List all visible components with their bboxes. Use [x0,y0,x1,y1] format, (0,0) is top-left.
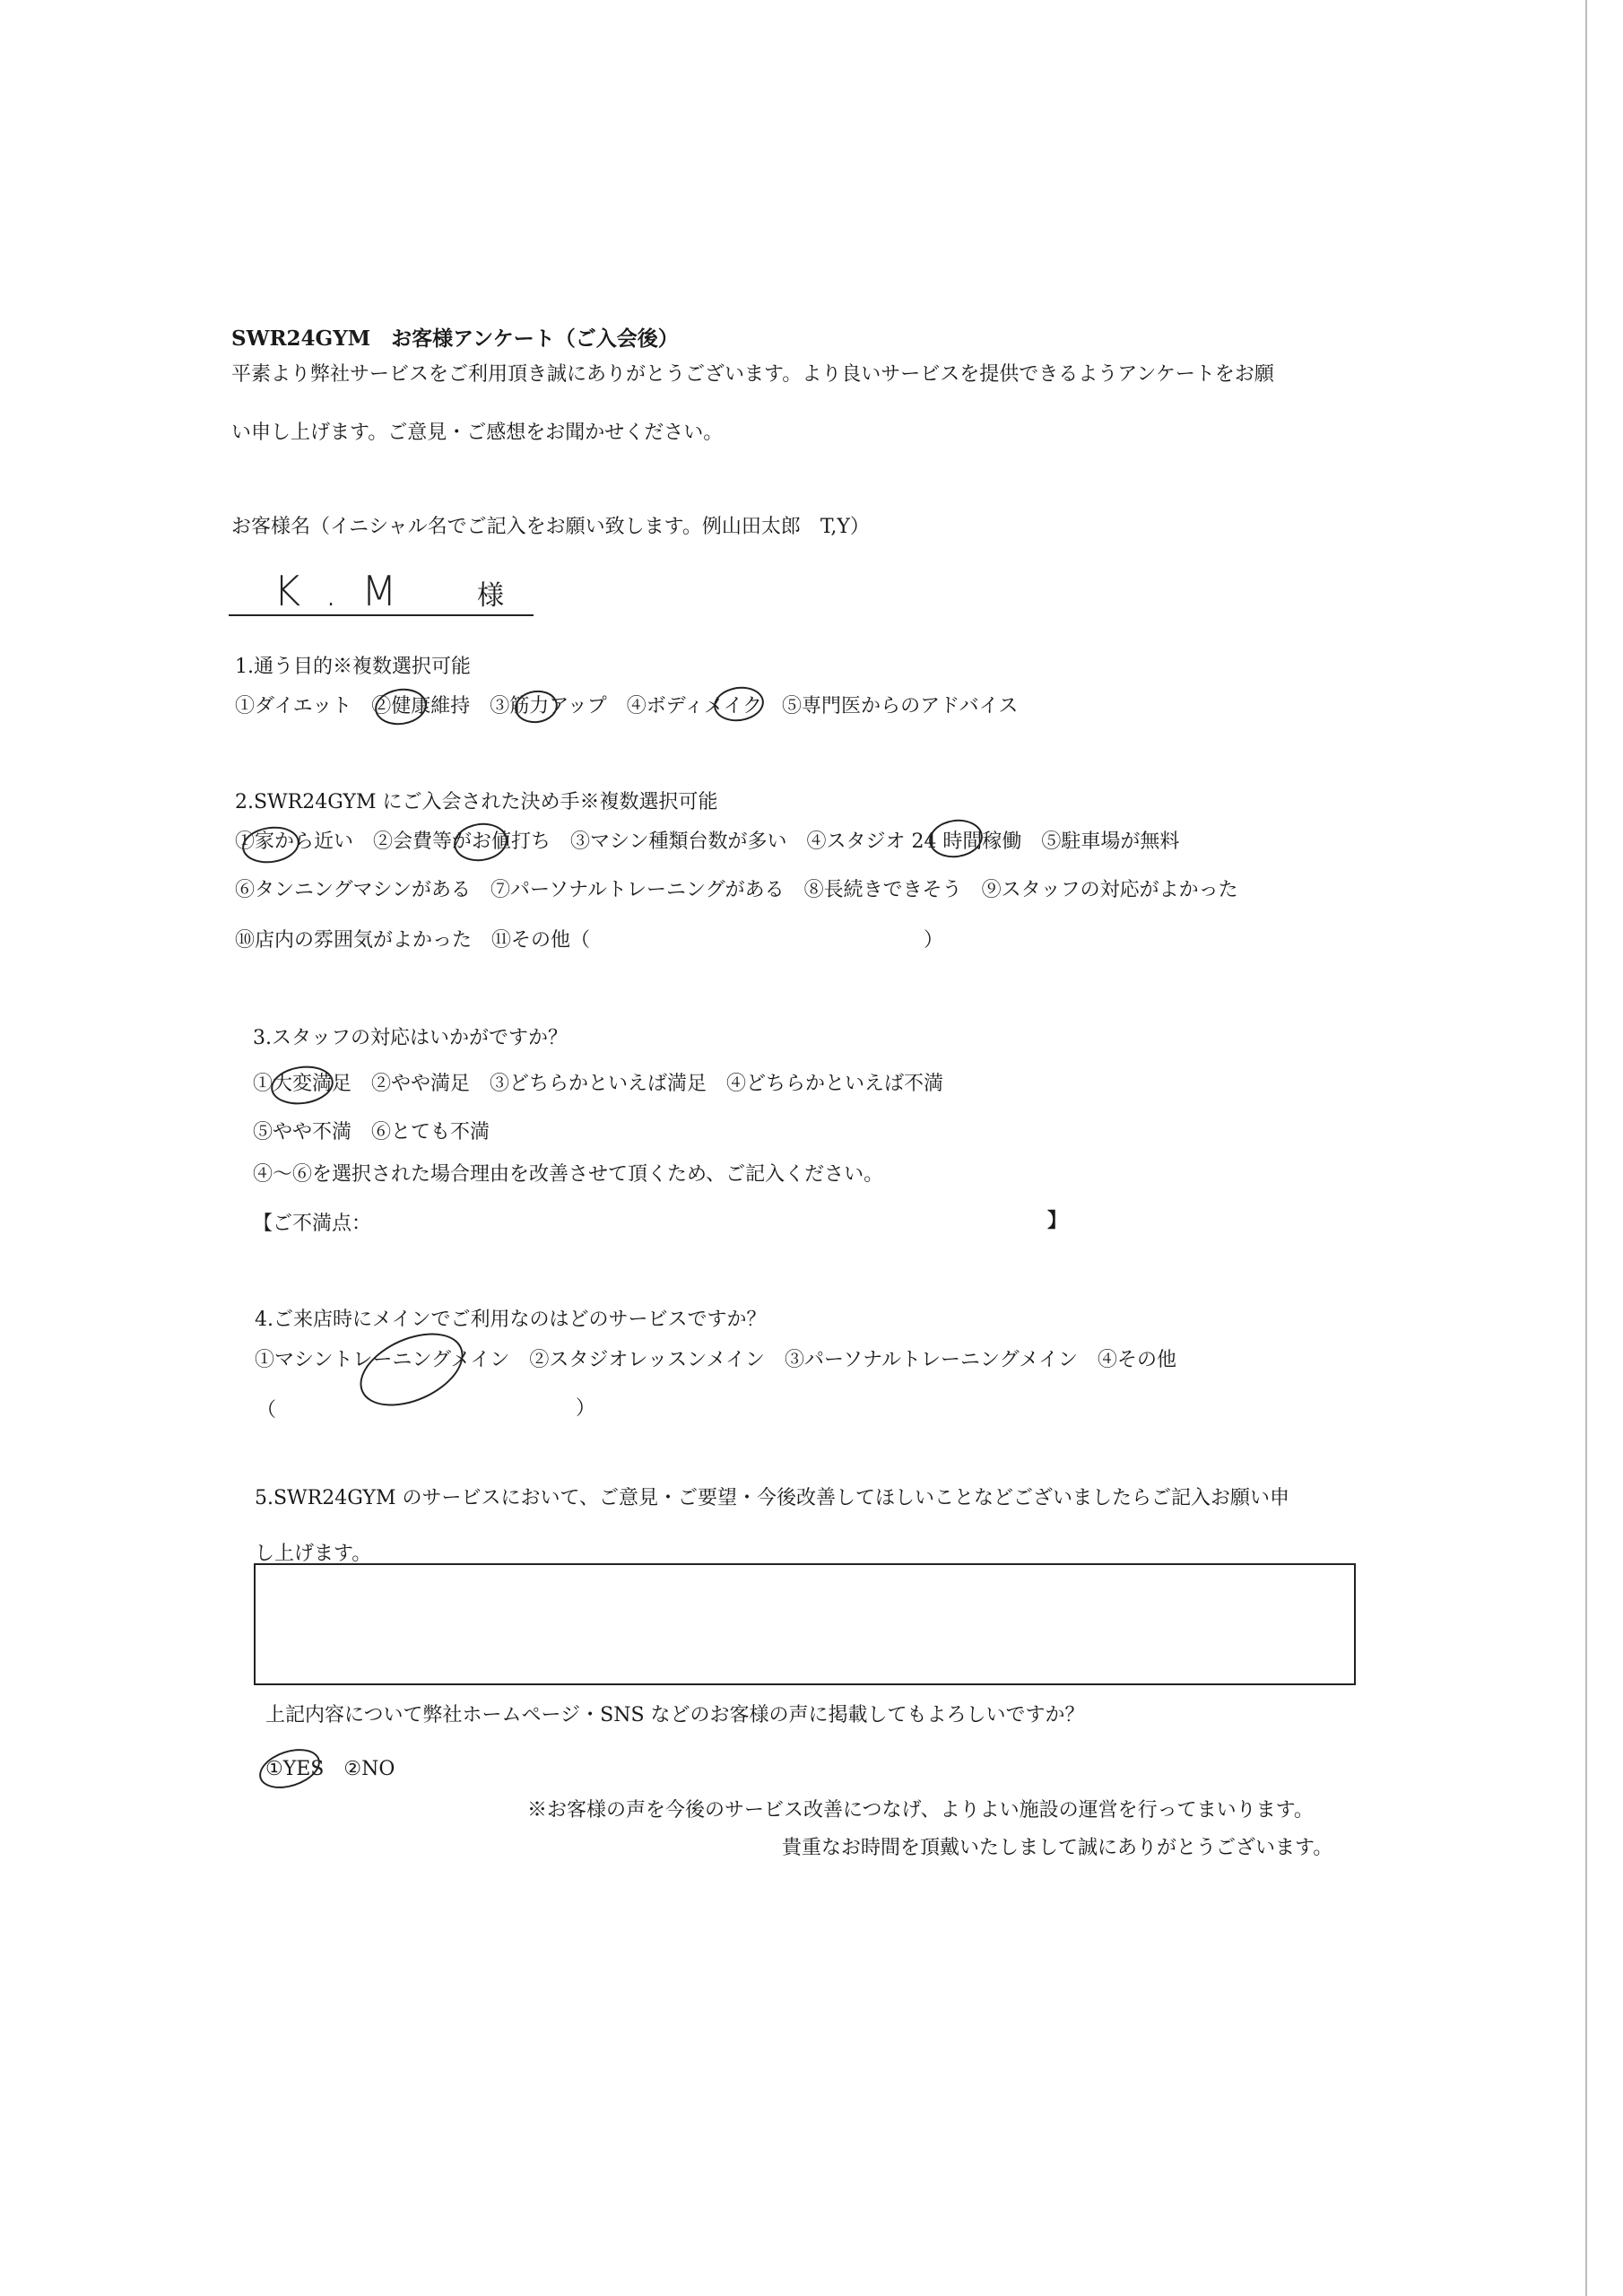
q5-question-line-1: 5.SWR24GYM のサービスにおいて、ご意見・ご要望・今後改善してほしいことなどございましたらご記入お願い申 [255,1487,1290,1509]
intro-line-1: 平素より弊社サービスをご利用頂き誠にありがとうございます。より良いサービスを提供できるようアンケートをお願 [231,363,1274,386]
consent-question: 上記内容について弊社ホームページ・SNS などのお客様の声に掲載してもよろしいですか？ [265,1704,1085,1726]
scan-page-edge [1585,0,1587,2296]
q3-selected-mark-1 [268,1062,335,1108]
q5-question-line-2: し上げます。 [255,1543,372,1565]
q4-selected-mark-1 [349,1318,474,1421]
q2-options-line-2: ⑥タンニングマシンがある ⑦パーソナルトレーニングがある ⑧長続きできそう ⑨スタッフの対応がよかった [235,879,1238,901]
q1-selected-mark-3 [513,688,560,726]
footer-note: ※お客様の声を今後のサービス改善につなげ、よりよい施設の運営を行ってまいります。 [527,1799,1314,1822]
q4-other-close-paren: ） [576,1397,596,1420]
customer-name-underline [229,614,534,616]
q2-selected-mark-2 [451,820,509,865]
q4-other-open-paren: （ [256,1399,277,1422]
q2-other-close-paren: ） [924,929,944,952]
q2-options-line-3: ⑩店内の雰囲気がよかった ⑪その他（ [235,929,591,952]
q2-question: 2.SWR24GYM にご入会された決め手※複数選択可能 [235,791,718,813]
q3-dissatisfaction-label: 【ご不満点： [253,1213,372,1235]
q3-question: 3.スタッフの対応はいかがですか？ [253,1027,568,1049]
customer-name-handwritten[interactable]: K . M [273,567,403,615]
q1-options: ①ダイエット ②健康維持 ③筋力アップ ④ボディメイク ⑤専門医からのアドバイス [235,695,1019,718]
q1-selected-mark-4 [712,683,767,724]
q3-instruction: ④～⑥を選択された場合理由を改善させて頂くため、ご記入ください。 [253,1163,884,1186]
customer-name-prompt: お客様名（イニシャル名でご記入をお願い致します。例山田太郎 T,Y） [231,516,870,538]
survey-title: SWR24GYM お客様アンケート（ご入会後） [231,326,679,351]
q5-answer-box[interactable] [254,1563,1356,1685]
q3-dissatisfaction-close: 】 [1047,1209,1068,1232]
q3-options-line-1: ①大変満足 ②やや満足 ③どちらかといえば満足 ④どちらかといえば不満 [253,1073,944,1095]
q4-options: ①マシントレーニングメイン ②スタジオレッスンメイン ③パーソナルトレーニングメイン ④その他 [255,1349,1176,1371]
q2-options-line-1: ①家から近い ②会費等がお値打ち ③マシン種類台数が多い ④スタジオ 24 時間稼働 ⑤駐車場が無料 [235,831,1180,853]
customer-name-suffix: 様 [477,580,504,612]
q2-selected-mark-4 [926,816,985,861]
footer-thanks: 貴重なお時間を頂戴いたしまして誠にありがとうございます。 [782,1837,1333,1859]
q4-question: 4.ご来店時にメインでご利用なのはどのサービスですか？ [255,1309,767,1331]
q3-options-line-2: ⑤やや不満 ⑥とても不満 [253,1121,490,1144]
consent-selected-mark-yes [255,1742,325,1796]
q1-question: 1.通う目的※複数選択可能 [235,656,471,678]
consent-options: ①YES ②NO [265,1758,395,1780]
intro-line-2: い申し上げます。ご意見・ご感想をお聞かせください。 [231,422,724,444]
q1-selected-mark-2 [372,685,429,728]
